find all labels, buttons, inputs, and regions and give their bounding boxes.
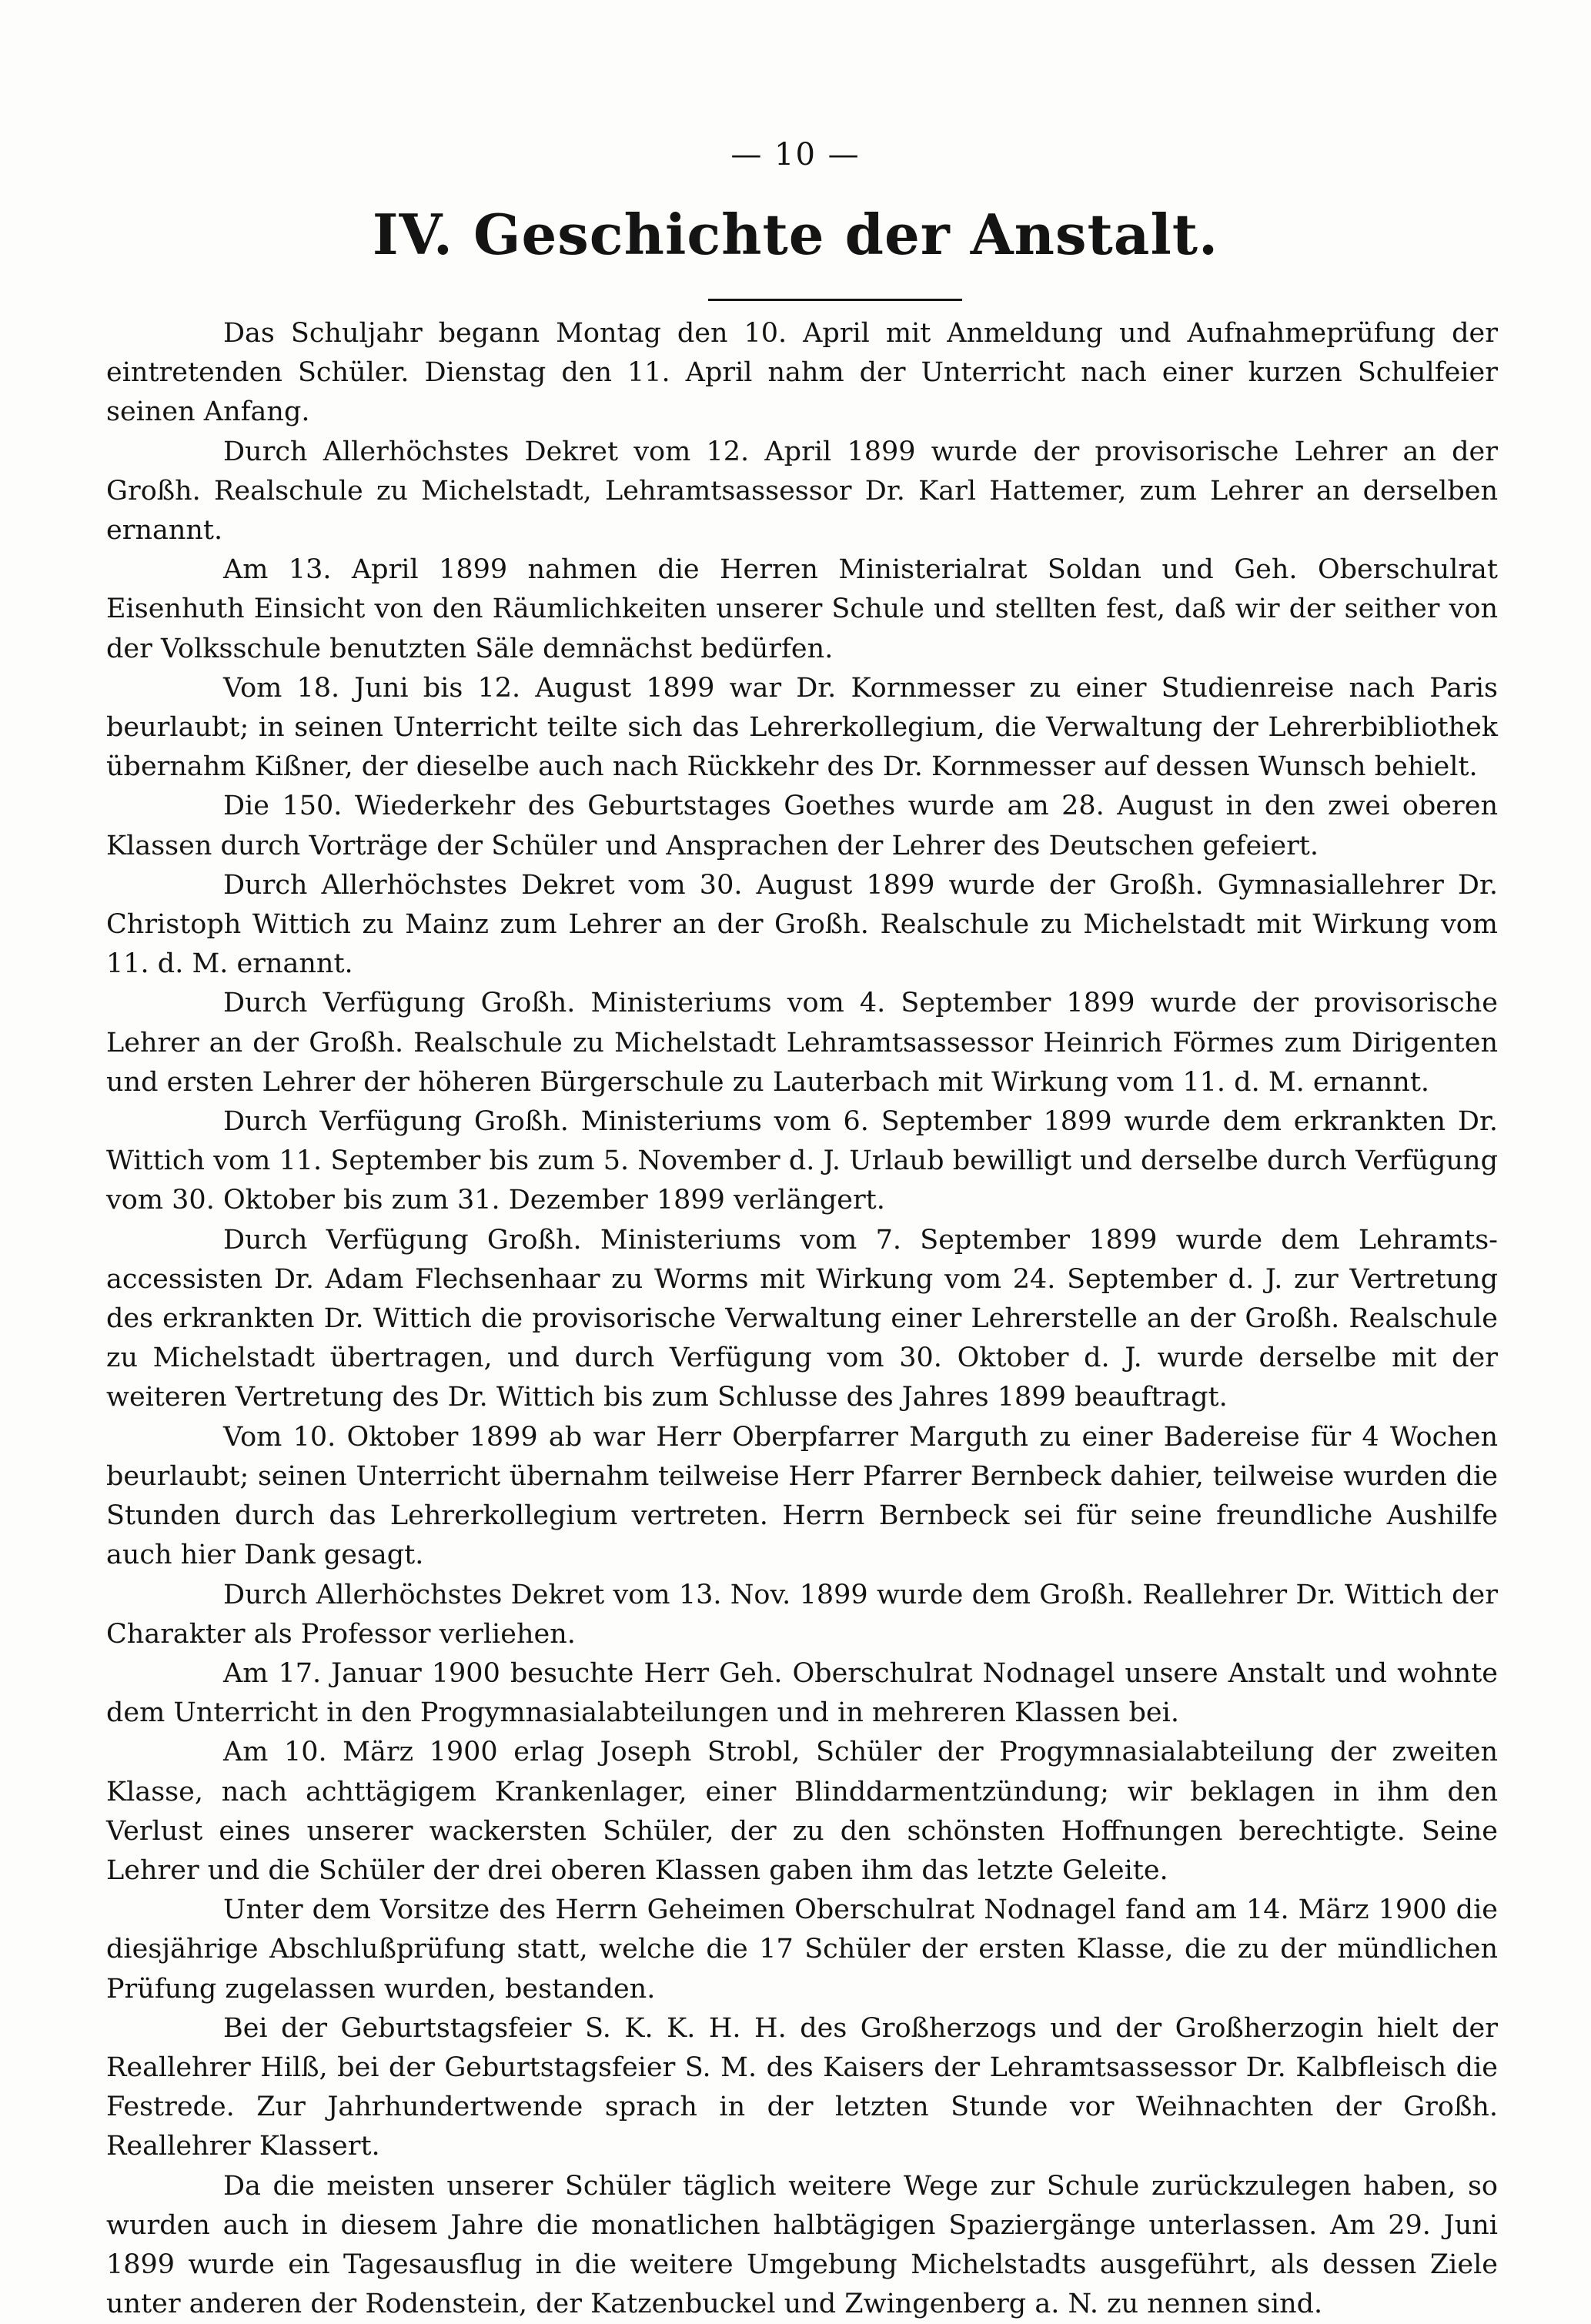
- paragraph-foermes-appointment: Durch Verfügung Großh. Ministeriums vom 4. September 1899 wurde der provisorische Lehrer an der Großh. Realschule zu Michelstadt Lehramtsassessor Heinrich Förmes zum Dirigenten und ersten Lehrer der höheren Bürgerschule zu Lauterbach mit Wirkung vom 11. d. M. ernannt.: [106, 988, 1498, 1098]
- paragraph-goethe-anniversary: Die 150. Wiederkehr des Geburtstages Goethes wurde am 28. August in den zwei oberen Klassen durch Vorträge der Schüler und Ansprachen der Lehrer des Deutschen gefeiert.: [106, 791, 1498, 861]
- paragraph-flechsenhaar-substitute: Durch Verfügung Großh. Ministeriums vom 7. September 1899 wurde dem Lehramts-accessisten Dr. Adam Flechsenhaar zu Worms mit Wirkung vom 24. September d. J. zur Vertretung des erkrankten Dr. Wittich die provisorische Verwaltung einer Lehrerstelle an der Großh. Realschule zu Michelstadt übertragen, und durch Verfügung vom 30. Oktober d. J. wurde derselbe mit der weiteren Vertretung des Dr. Wittich bis zum Schlusse des Jahres 1899 beauftragt.: [106, 1224, 1498, 1413]
- page-number: — 10 —: [730, 137, 861, 172]
- paragraph-celebrations: Bei der Geburtstagsfeier S. K. K. H. H. des Großherzogs und der Großherzogin hielt der Reallehrer Hilß, bei der Geburtstagsfeier S. M. des Kaisers der Lehramtsassessor Dr. Kalbfleisch die Festrede. Zur Jahrhundertwende sprach in der letzten Stunde vor Weihnachten der Großh. Reallehrer Klassert.: [106, 2012, 1498, 2162]
- paragraph-final-exam: Unter dem Vorsitze des Herrn Geheimen Oberschulrat Nodnagel fand am 14. März 1900 die diesjährige Abschlußprüfung statt, welche die 17 Schüler der ersten Klasse, die zu der mündlichen Prüfung zugelassen wurden, bestanden.: [106, 1894, 1498, 2005]
- paragraph-marguth-leave: Vom 10. Oktober 1899 ab war Herr Oberpfarrer Marguth zu einer Badereise für 4 Wochen beurlaubt; seinen Unterricht übernahm teilweise Herr Pfarrer Bernbeck dahier, teilweise wurden die Stunden durch das Lehrerkollegium vertreten. Herrn Bernbeck sei für seine freundliche Aushilfe auch hier Dank gesagt.: [106, 1421, 1498, 1571]
- title-divider: [708, 299, 962, 301]
- paragraph-inspection: Am 13. April 1899 nahmen die Herren Ministerialrat Soldan und Geh. Oberschulrat Eisenhuth Einsicht von den Räumlichkeiten unserer Schule und stellten fest, daß wir der seither von der Volksschule benutzten Säle demnächst bedürfen.: [106, 554, 1498, 664]
- paragraph-nodnagel-visit: Am 17. Januar 1900 besuchte Herr Geh. Oberschulrat Nodnagel unsere Anstalt und wohnte dem Unterricht in den Progymnasialabteilungen und in mehreren Klassen bei.: [106, 1657, 1498, 1729]
- paragraph-wittich-professor: Durch Allerhöchstes Dekret vom 13. Nov. 1899 wurde dem Großh. Reallehrer Dr. Wittich der Charakter als Professor verliehen.: [106, 1579, 1498, 1650]
- paragraph-excursions: Da die meisten unserer Schüler täglich weitere Wege zur Schule zurückzulegen haben, so wurden auch in diesem Jahre die monatlichen halbtägigen Spaziergänge unterlassen. Am 29. Juni 1899 wurde ein Tagesausflug in die weitere Umgebung Michelstadts ausgeführt, als dessen Ziele unter anderen der Rodenstein, der Katzenbuckel und Zwingenberg a. N. zu nennen sind.: [106, 2170, 1498, 2320]
- paragraph-kornmesser-leave: Vom 18. Juni bis 12. August 1899 war Dr. Kornmesser zu einer Studienreise nach Paris beurlaubt; in seinen Unterricht teilte sich das Lehrerkollegium, die Verwaltung der Lehrerbibliothek übernahm Kißner, der dieselbe auch nach Rückkehr des Dr. Kornmesser auf dessen Wunsch behielt.: [106, 672, 1498, 783]
- paragraph-school-year-start: Das Schuljahr begann Montag den 10. April mit Anmeldung und Aufnahmeprüfung der eintretenden Schüler. Dienstag den 11. April nahm der Unterricht nach einer kurzen Schulfeier seinen Anfang.: [106, 318, 1498, 428]
- paragraph-strobl-obituary: Am 10. März 1900 erlag Joseph Strobl, Schüler der Progymnasialabteilung der zweiten Klasse, nach achttägigem Krankenlager, einer Blinddarmentzündung; wir beklagen in ihm den Verlust eines unserer wackersten Schüler, der zu den schönsten Hoffnungen berechtigte. Seine Lehrer und die Schüler der drei oberen Klassen gaben ihm das letzte Geleite.: [106, 1737, 1498, 1886]
- section-title: IV. Geschichte der Anstalt.: [372, 202, 1219, 267]
- body-text: [106, 314, 1498, 2324]
- paragraph-hattemer-appointment: Durch Allerhöchstes Dekret vom 12. April 1899 wurde der provisorische Lehrer an der Großh. Realschule zu Michelstadt, Lehramtsassessor Dr. Karl Hattemer, zum Lehrer an derselben ernannt.: [106, 436, 1498, 547]
- paragraph-wittich-appointment: Durch Allerhöchstes Dekret vom 30. August 1899 wurde der Großh. Gymnasiallehrer Dr. Christoph Wittich zu Mainz zum Lehrer an der Großh. Realschule zu Michelstadt mit Wirkung vom 11. d. M. ernannt.: [106, 869, 1498, 980]
- paragraph-wittich-leave: Durch Verfügung Großh. Ministeriums vom 6. September 1899 wurde dem erkrankten Dr. Wittich vom 11. September bis zum 5. November d. J. Urlaub bewilligt und derselbe durch Verfügung vom 30. Oktober bis zum 31. Dezember 1899 verlängert.: [106, 1106, 1498, 1216]
